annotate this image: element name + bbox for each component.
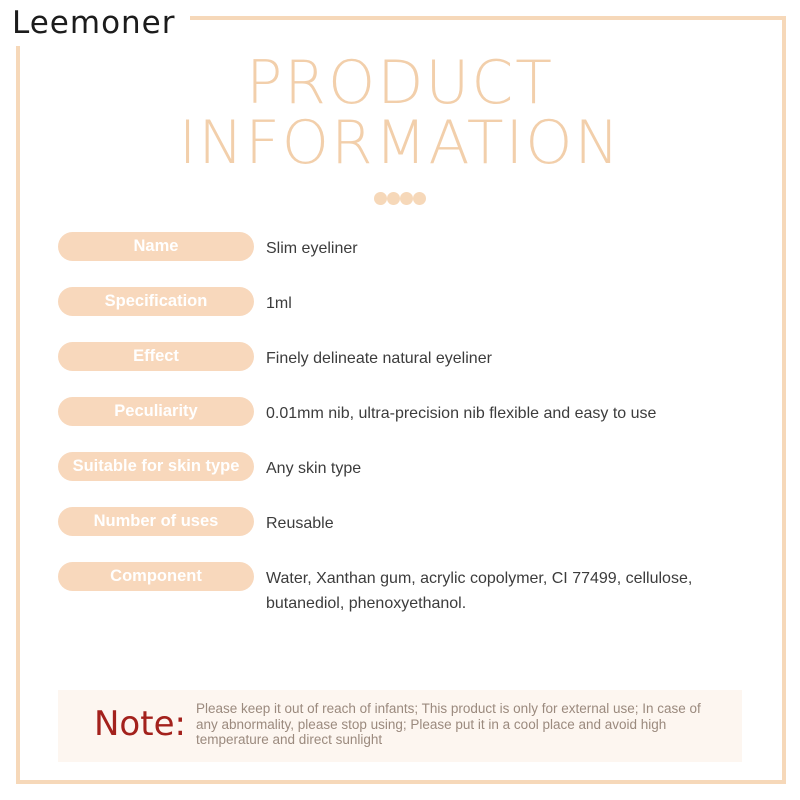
spec-value: Reusable [266,515,334,532]
spec-value: Finely delineate natural eyeliner [266,350,492,367]
dot-icon [387,192,400,205]
spec-label: Component [58,562,254,591]
spec-value: Any skin type [266,460,362,477]
spec-value: 1ml [266,295,292,312]
spec-label: Effect [58,342,254,371]
spec-label: Number of uses [58,507,254,536]
dot-icon [374,192,387,205]
note-box [58,690,742,762]
spec-label: Peculiarity [58,397,254,426]
page-title-line-1: PRODUCT [246,48,554,118]
spec-label: Suitable for skin type [58,452,254,481]
spec-value: 0.01mm nib, ultra-precision nib flexible and easy to use [266,405,657,422]
note-label: Note: [94,704,186,744]
decorative-dots [374,192,428,206]
spec-value: Slim eyeliner [266,240,358,257]
dot-icon [400,192,413,205]
dot-icon [413,192,426,205]
spec-label: Name [58,232,254,261]
spec-label: Specification [58,287,254,316]
spec-value: Water, Xanthan gum, acrylic copolymer, CI 77499, cellulose, butanediol, phenoxyethanol. [266,570,693,612]
note-text: Please keep it out of reach of infants; This product is only for external use; In case of any abnormality, please stop using; Please put it in a cool place and avoid high temperature and direct sunlight [196,701,701,747]
page-title-line-2: INFORMATION [178,108,622,178]
brand-logo: Leemoner [0,0,190,46]
